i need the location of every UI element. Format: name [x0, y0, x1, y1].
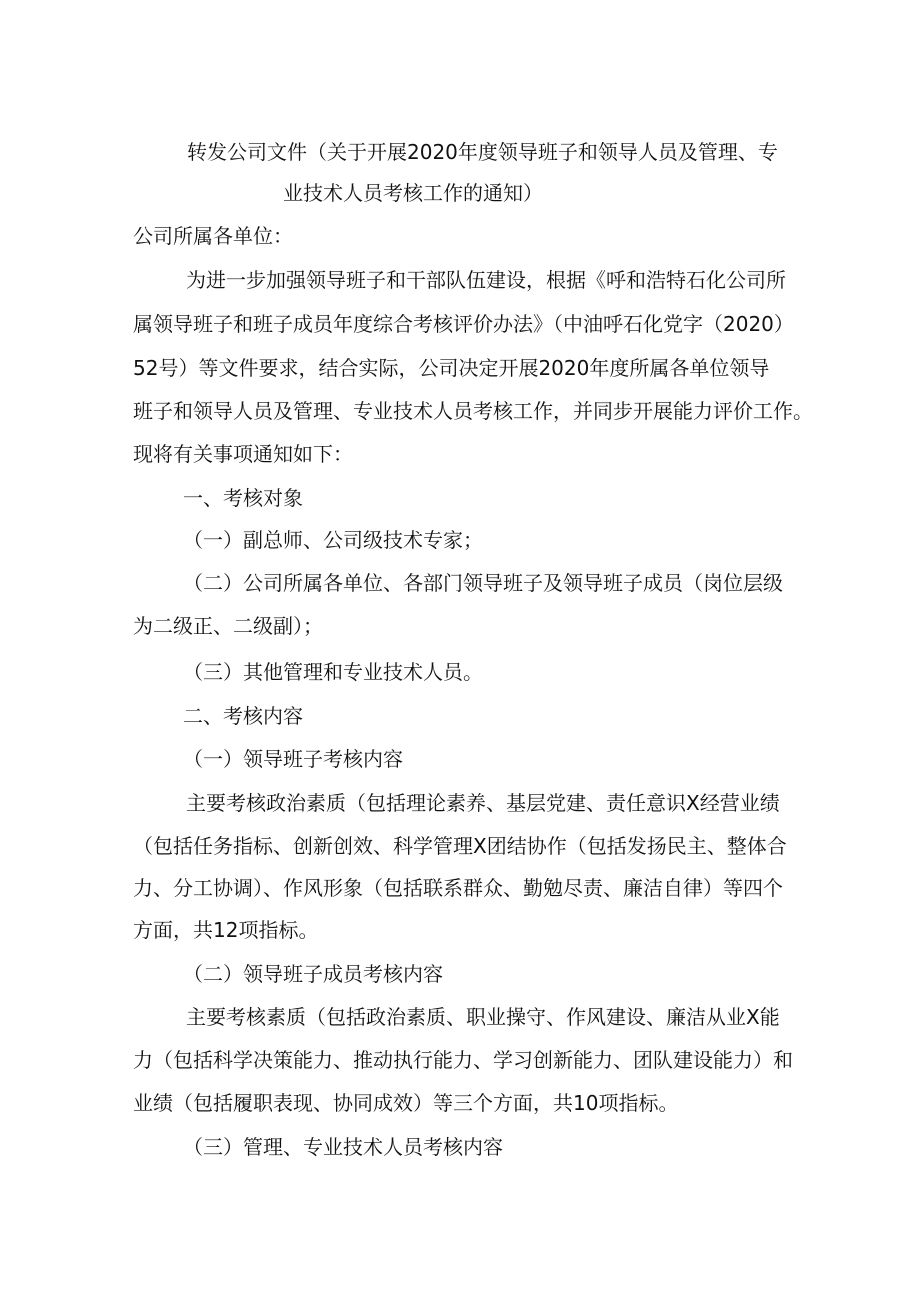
intro-line-3: 52号）等文件要求，结合实际，公司决定开展2020年度所属各单位领导: [133, 356, 770, 380]
section-2-sub-2-heading: （二）领导班子成员考核内容: [183, 962, 443, 986]
section-2-sub-1-heading: （一）领导班子考核内容: [183, 747, 403, 771]
section-2-sub-2-body-line-2: 力（包括科学决策能力、推动执行能力、学习创新能力、团队建设能力）和: [133, 1048, 793, 1072]
document-title-line-1: 转发公司文件（关于开展2020年度领导班子和领导人员及管理、专: [187, 140, 778, 164]
section-2-heading: 二、考核内容: [183, 704, 303, 728]
section-2-sub-2-body-line-1: 主要考核素质（包括政治素质、职业操守、作风建设、廉洁从业X能: [186, 1005, 780, 1029]
section-1-item-2-line-2: 为二级正、二级副）；: [133, 614, 323, 638]
section-1-item-2-line-1: （二）公司所属各单位、各部门领导班子及领导班子成员（岗位层级: [183, 571, 783, 595]
section-1-item-3: （三）其他管理和专业技术人员。: [183, 660, 483, 684]
section-1-heading: 一、考核对象: [183, 486, 303, 510]
section-2-sub-1-body-line-1: 主要考核政治素质（包括理论素养、基层党建、责任意识X经营业绩: [186, 791, 780, 815]
section-2-sub-1-body-line-3: 力、分工协调）、作风形象（包括联系群众、勤勉尽责、廉洁自律）等四个: [133, 876, 783, 900]
document-title-line-2: 业技术人员考核工作的通知）: [283, 181, 543, 205]
section-2-sub-3-heading: （三）管理、专业技术人员考核内容: [183, 1135, 503, 1159]
intro-line-2: 属领导班子和班子成员年度综合考核评价办法》（中油呼石化党字（2020）: [133, 312, 794, 336]
section-1-item-1: （一）副总师、公司级技术专家；: [183, 528, 483, 552]
section-2-sub-1-body-line-4: 方面，共12项指标。: [133, 918, 319, 942]
section-2-sub-1-body-line-2: （包括任务指标、创新创效、科学管理X团结协作（包括发扬民主、整体合: [133, 834, 787, 858]
section-2-sub-2-body-line-3: 业绩（包括履职表现、协同成效）等三个方面，共10项指标。: [133, 1091, 679, 1115]
intro-line-4: 班子和领导人员及管理、专业技术人员考核工作，并同步开展能力评价工作。: [133, 399, 813, 423]
salutation: 公司所属各单位：: [133, 224, 293, 248]
intro-line-1: 为进一步加强领导班子和干部队伍建设，根据《呼和浩特石化公司所: [186, 268, 786, 292]
intro-line-5: 现将有关事项通知如下：: [133, 442, 353, 466]
